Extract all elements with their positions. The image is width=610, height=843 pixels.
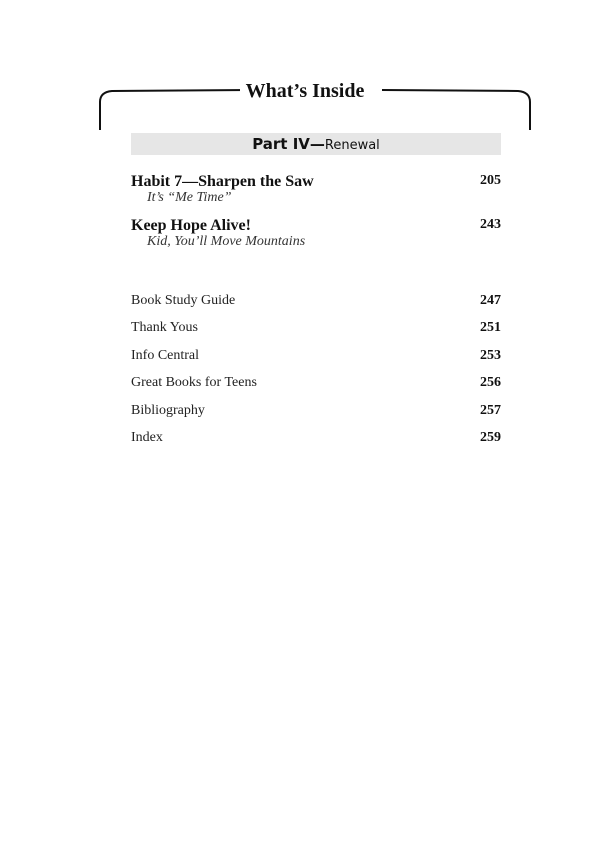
chapter-subtitle: It’s “Me Time” xyxy=(147,190,232,205)
toc-back-matter-entry[interactable] xyxy=(131,293,501,309)
page-number: 253 xyxy=(480,348,501,363)
chapter-subtitle: Kid, You’ll Move Mountains xyxy=(147,234,306,249)
page-number: 243 xyxy=(480,217,501,232)
toc-back-matter-entry[interactable] xyxy=(131,348,501,364)
entry-title[interactable]: Info Central xyxy=(131,348,200,363)
toc-back-matter-entry[interactable] xyxy=(131,320,501,336)
entry-title[interactable]: Book Study Guide xyxy=(131,293,236,308)
entry-title[interactable]: Bibliography xyxy=(131,403,205,418)
part-number: Part IV xyxy=(252,135,310,153)
part-heading-bar xyxy=(131,133,501,155)
toc-back-matter-entry[interactable] xyxy=(131,375,501,391)
part-name: Renewal xyxy=(324,138,380,153)
chapter-title[interactable]: Habit 7—Sharpen the Saw xyxy=(131,173,314,190)
page-number: 247 xyxy=(480,293,501,308)
page-number: 257 xyxy=(480,403,501,418)
entry-title[interactable]: Great Books for Teens xyxy=(131,375,257,390)
section-title-text: What’s Inside xyxy=(240,80,371,102)
section-title xyxy=(0,80,610,103)
page-number: 251 xyxy=(480,320,501,335)
toc-chapter-entry[interactable] xyxy=(131,173,501,206)
toc-chapter-entry[interactable] xyxy=(131,217,501,250)
toc-back-matter-entry[interactable] xyxy=(131,430,501,446)
page-number: 205 xyxy=(480,173,501,188)
page-number: 256 xyxy=(480,375,501,390)
page-number: 259 xyxy=(480,430,501,445)
toc-back-matter-entry[interactable] xyxy=(131,403,501,419)
entry-title[interactable]: Thank Yous xyxy=(131,320,198,335)
part-separator: — xyxy=(309,135,325,153)
chapter-title[interactable]: Keep Hope Alive! xyxy=(131,217,251,234)
entry-title[interactable]: Index xyxy=(131,430,163,445)
